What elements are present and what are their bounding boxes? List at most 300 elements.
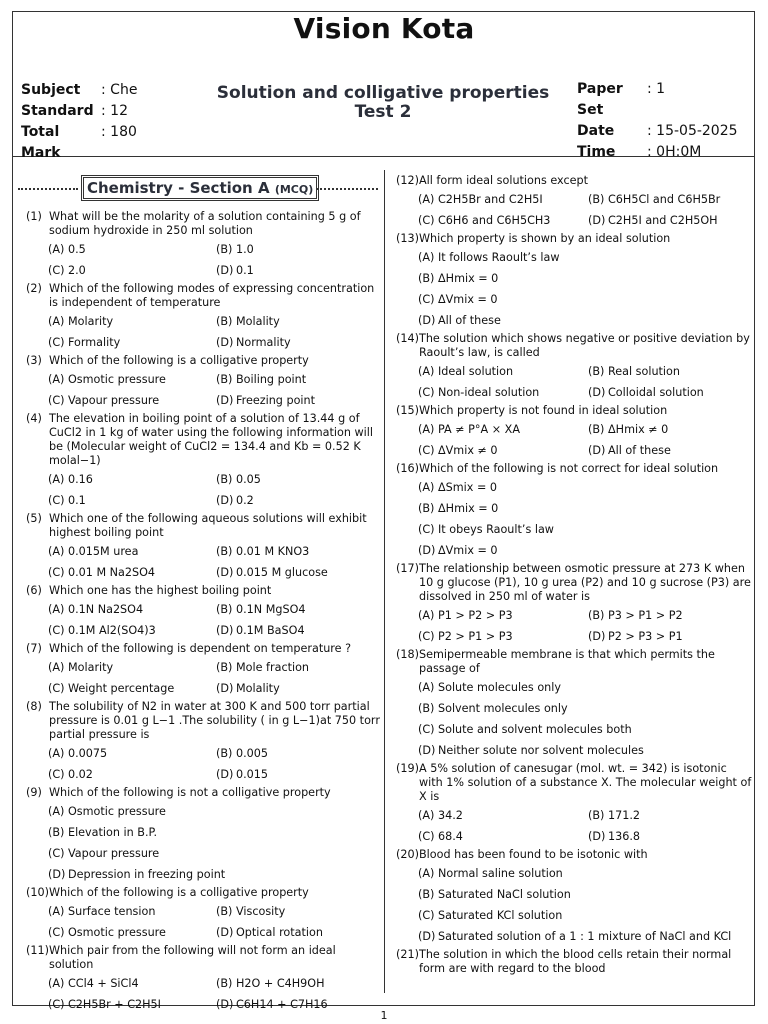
section-dots-left: [18, 188, 78, 190]
option-text: It follows Raoult’s law: [438, 251, 560, 264]
option-text: 171.2: [608, 809, 641, 822]
option-label: (C): [418, 630, 435, 643]
question-row: [26, 354, 380, 368]
question: [26, 700, 380, 786]
option-label: (B): [216, 315, 233, 328]
option-text: Viscosity: [236, 905, 286, 918]
option-text: Mole fraction: [236, 661, 310, 674]
option-label: (A): [48, 545, 65, 558]
option-text: Saturated solution of a 1 : 1 mixture of NaCl and KCl: [438, 930, 732, 943]
standard-label: Standard: [21, 103, 94, 119]
option-label: (D): [216, 336, 234, 349]
question-row: [26, 282, 380, 310]
option: [216, 333, 380, 354]
option-label: (D): [588, 386, 606, 399]
option: [216, 470, 380, 491]
option-label: (D): [418, 744, 436, 757]
option-label: (C): [48, 566, 65, 579]
option: [216, 312, 380, 333]
question-row: [26, 886, 380, 900]
options: [48, 470, 380, 512]
option-text: 0.01 M Na2SO4: [68, 566, 156, 579]
test-title-line1: Solution and colligative properties: [216, 83, 550, 103]
option-label: (A): [418, 423, 435, 436]
option-label: (B): [588, 365, 605, 378]
option-label: (A): [418, 481, 435, 494]
option-text: Boiling point: [236, 373, 307, 386]
option: [48, 261, 212, 282]
section-tag: (MCQ): [274, 183, 314, 196]
option-label: (A): [418, 365, 435, 378]
option-text: H2O + C4H9OH: [236, 977, 325, 990]
option-label: (C): [48, 264, 65, 277]
option-label: (B): [216, 747, 233, 760]
option-text: Depression in freezing point: [68, 868, 226, 881]
option: [418, 311, 754, 332]
question-number: (10): [26, 886, 49, 899]
option-label: (A): [418, 251, 435, 264]
option: [588, 211, 754, 232]
option: [418, 678, 754, 699]
option-text: 0.1M BaSO4: [236, 624, 305, 637]
option: [216, 765, 380, 786]
option-text: P1 > P2 > P3: [438, 609, 513, 622]
time-value: : 0H:0M: [647, 144, 702, 160]
option-text: 0.1N Na2SO4: [68, 603, 144, 616]
option: [216, 391, 380, 412]
question-text: The solubility of N2 in water at 300 K and 500 torr partial pressure is 0.01 g L−1 .The solubility ( in g L−1)at 750 torr partial pressure is: [49, 700, 380, 741]
option-label: (A): [48, 473, 65, 486]
option-text: Solvent molecules only: [438, 702, 568, 715]
question-number: (11): [26, 944, 49, 957]
option-text: Elevation in B.P.: [68, 826, 158, 839]
questions-right-column: [396, 174, 754, 978]
question: [396, 762, 754, 848]
option-text: ΔVmix = 0: [438, 544, 498, 557]
question: [26, 412, 380, 512]
option: [418, 441, 584, 462]
option-text: Normal saline solution: [438, 867, 563, 880]
option-text: 136.8: [608, 830, 641, 843]
question-row: [396, 404, 754, 418]
question-number: (15): [396, 404, 419, 417]
option-label: (A): [418, 609, 435, 622]
question: [396, 462, 754, 562]
question: [396, 562, 754, 648]
option: [48, 470, 212, 491]
test-title-line2: Test 2: [354, 102, 412, 122]
option-text: ΔVmix ≠ 0: [438, 444, 498, 457]
option-label: (B): [216, 473, 233, 486]
option-text: Molality: [236, 682, 280, 695]
option-text: Weight percentage: [68, 682, 175, 695]
subject-label: Subject: [21, 82, 81, 98]
question: [26, 584, 380, 642]
question-text: The relationship between osmotic pressure at 273 K when 10 g glucose (P1), 10 g urea (P2) and 10 g sucrose (P3) are dissolved in 250 ml of water is: [419, 562, 751, 603]
option-label: (A): [48, 243, 65, 256]
question: [396, 232, 754, 332]
option: [48, 391, 212, 412]
option-text: 0.005: [236, 747, 269, 760]
total-mark-label: Total Mark: [21, 124, 61, 161]
options: [48, 600, 380, 642]
question-text: The elevation in boiling point of a solution of 13.44 g of CuCl2 in 1 kg of water using the following information will be (Molecular weight of CuCl2 = 134.4 and Kb = 0.52 K molal−1): [49, 412, 373, 467]
option: [48, 600, 212, 621]
option-label: (C): [418, 523, 435, 536]
option-label: (A): [48, 905, 65, 918]
options: [48, 902, 380, 944]
option: [216, 563, 380, 584]
brand-title: Vision Kota: [293, 12, 475, 45]
option-text: Non-ideal solution: [438, 386, 540, 399]
option: [48, 902, 212, 923]
option: [216, 658, 380, 679]
question: [26, 786, 380, 886]
option: [418, 520, 754, 541]
option-label: (C): [418, 386, 435, 399]
option-label: (A): [418, 681, 435, 694]
options: [418, 362, 754, 404]
option: [418, 606, 584, 627]
option-text: 0.05: [236, 473, 261, 486]
option: [216, 974, 380, 995]
question: [396, 404, 754, 462]
option-label: (D): [588, 830, 606, 843]
option: [418, 269, 754, 290]
option-text: CCl4 + SiCl4: [68, 977, 139, 990]
question-number: (18): [396, 648, 419, 661]
options: [48, 542, 380, 584]
options: [48, 658, 380, 700]
option-label: (B): [588, 609, 605, 622]
question-row: [26, 700, 380, 742]
option-label: (C): [48, 847, 65, 860]
option: [216, 240, 380, 261]
question: [26, 354, 380, 412]
option-text: P2 > P3 > P1: [608, 630, 683, 643]
question: [396, 332, 754, 404]
option: [418, 864, 754, 885]
option: [418, 211, 584, 232]
option-label: (D): [588, 630, 606, 643]
question-number: (7): [26, 642, 42, 655]
option-text: Solute molecules only: [438, 681, 561, 694]
question-row: [396, 232, 754, 246]
option-text: ΔSmix = 0: [438, 481, 497, 494]
paper-set-label: Paper Set: [577, 81, 623, 118]
option: [418, 478, 754, 499]
option-text: ΔHmix ≠ 0: [608, 423, 669, 436]
option-text: C6H14 + C7H16: [236, 998, 328, 1011]
option-text: Osmotic pressure: [68, 373, 166, 386]
option: [48, 865, 380, 886]
option: [216, 261, 380, 282]
option-label: (D): [588, 214, 606, 227]
option-label: (B): [216, 977, 233, 990]
option-text: C2H5Br and C2H5I: [438, 193, 543, 206]
question-number: (2): [26, 282, 42, 295]
options: [48, 240, 380, 282]
question-text: What will be the molarity of a solution containing 5 g of sodium hydroxide in 250 ml solution: [49, 210, 361, 237]
question: [396, 648, 754, 762]
option: [588, 420, 754, 441]
option-label: (C): [48, 682, 65, 695]
question-row: [396, 848, 754, 862]
option-label: (C): [48, 394, 65, 407]
option-text: PA ≠ P°A × XA: [438, 423, 520, 436]
option: [588, 362, 754, 383]
options: [48, 370, 380, 412]
section-dots-right: [316, 188, 378, 190]
option-label: (D): [418, 930, 436, 943]
option-text: ΔHmix = 0: [438, 272, 499, 285]
options: [418, 420, 754, 462]
option: [48, 370, 212, 391]
question-number: (1): [26, 210, 42, 223]
option-label: (A): [48, 661, 65, 674]
option-label: (D): [216, 566, 234, 579]
option-label: (C): [48, 494, 65, 507]
option: [418, 420, 584, 441]
option: [588, 441, 754, 462]
option-text: Vapour pressure: [68, 847, 160, 860]
option-text: Surface tension: [68, 905, 156, 918]
meta-left: [21, 80, 137, 164]
option: [588, 606, 754, 627]
option: [588, 190, 754, 211]
option-label: (D): [216, 494, 234, 507]
option-label: (C): [418, 214, 435, 227]
option-label: (A): [48, 977, 65, 990]
question-row: [396, 762, 754, 804]
question-number: (5): [26, 512, 42, 525]
option-label: (A): [418, 867, 435, 880]
option-label: (C): [418, 723, 435, 736]
option: [418, 190, 584, 211]
options: [418, 806, 754, 848]
question-text: Which of the following is not correct for ideal solution: [419, 462, 719, 475]
option-label: (D): [48, 868, 66, 881]
option-label: (A): [418, 193, 435, 206]
option-label: (D): [216, 926, 234, 939]
question-text: Which pair from the following will not form an ideal solution: [49, 944, 336, 971]
test-title: [205, 84, 561, 122]
question-row: [396, 948, 754, 976]
option-text: Molarity: [68, 661, 114, 674]
option-label: (C): [418, 444, 435, 457]
option-text: Molarity: [68, 315, 114, 328]
question-number: (8): [26, 700, 42, 713]
option: [216, 600, 380, 621]
option: [418, 499, 754, 520]
option: [48, 491, 212, 512]
question-text: A 5% solution of canesugar (mol. wt. = 342) is isotonic with 1% solution of a substance X. The molecular weight of X is: [419, 762, 752, 803]
option-label: (B): [588, 423, 605, 436]
option: [48, 240, 212, 261]
option: [418, 541, 754, 562]
option: [216, 679, 380, 700]
time-label: Time: [577, 144, 616, 160]
question-row: [26, 944, 380, 972]
option-text: 0.2: [236, 494, 254, 507]
option-label: (B): [216, 373, 233, 386]
option: [418, 290, 754, 311]
option: [48, 765, 212, 786]
option-text: Saturated NaCl solution: [438, 888, 571, 901]
option-text: 0.5: [68, 243, 86, 256]
question-text: Which property is not found in ideal solution: [419, 404, 668, 417]
option: [48, 333, 212, 354]
question-number: (21): [396, 948, 419, 961]
option-label: (C): [418, 830, 435, 843]
option-label: (C): [48, 926, 65, 939]
option: [216, 370, 380, 391]
option-text: Freezing point: [236, 394, 315, 407]
option-text: Normality: [236, 336, 291, 349]
option-text: Osmotic pressure: [68, 926, 166, 939]
subject-value: : Che: [101, 82, 138, 98]
question-text: Which one has the highest boiling point: [49, 584, 272, 597]
option-text: 0.015M urea: [68, 545, 139, 558]
question: [26, 210, 380, 282]
options: [48, 802, 380, 886]
option: [588, 383, 754, 404]
options: [418, 606, 754, 648]
option-label: (D): [418, 314, 436, 327]
option-text: Solute and solvent molecules both: [438, 723, 632, 736]
option-label: (B): [216, 243, 233, 256]
option: [418, 741, 754, 762]
question-row: [396, 174, 754, 188]
question-row: [396, 648, 754, 676]
option: [48, 923, 212, 944]
option: [418, 248, 754, 269]
option-text: 0.015 M glucose: [236, 566, 328, 579]
question: [396, 174, 754, 232]
option-text: 34.2: [438, 809, 463, 822]
question-text: Which of the following is not a colligative property: [49, 786, 331, 799]
option-label: (A): [48, 603, 65, 616]
option-label: (B): [216, 603, 233, 616]
question-number: (17): [396, 562, 419, 575]
question-row: [26, 786, 380, 800]
option: [48, 542, 212, 563]
question-row: [396, 332, 754, 360]
option: [216, 902, 380, 923]
options: [418, 190, 754, 232]
option-text: Real solution: [608, 365, 680, 378]
option-text: Molality: [236, 315, 280, 328]
question-number: (16): [396, 462, 419, 475]
option: [48, 744, 212, 765]
options: [418, 248, 754, 332]
total-mark-value: : 180: [101, 124, 137, 140]
option-label: (B): [418, 502, 435, 515]
option: [418, 627, 584, 648]
date-label: Date: [577, 123, 615, 139]
option: [418, 906, 754, 927]
option-label: (D): [216, 682, 234, 695]
options: [48, 744, 380, 786]
question-number: (4): [26, 412, 42, 425]
option: [418, 827, 584, 848]
option-label: (A): [48, 373, 65, 386]
option: [588, 627, 754, 648]
option-label: (D): [216, 624, 234, 637]
option-text: Optical rotation: [236, 926, 323, 939]
section-title-box: [81, 175, 319, 201]
option-text: P3 > P1 > P2: [608, 609, 683, 622]
option: [418, 362, 584, 383]
option: [216, 744, 380, 765]
option-text: Colloidal solution: [608, 386, 704, 399]
option-label: (D): [588, 444, 606, 457]
option: [418, 720, 754, 741]
option-text: C2H5I and C2H5OH: [608, 214, 718, 227]
question-number: (19): [396, 762, 419, 775]
question-number: (6): [26, 584, 42, 597]
option: [48, 844, 380, 865]
option-label: (B): [216, 661, 233, 674]
option: [48, 658, 212, 679]
option-text: All of these: [608, 444, 671, 457]
option: [48, 802, 380, 823]
section-title: Chemistry - Section A: [87, 179, 270, 197]
option-label: (D): [216, 768, 234, 781]
option-label: (C): [418, 909, 435, 922]
option: [418, 885, 754, 906]
option: [216, 621, 380, 642]
options: [418, 864, 754, 948]
standard-value: : 12: [101, 103, 128, 119]
option: [418, 383, 584, 404]
option-text: 0.02: [68, 768, 93, 781]
question-text: Which of the following is dependent on temperature ?: [49, 642, 352, 655]
option-text: 1.0: [236, 243, 254, 256]
option-text: 0.1: [236, 264, 254, 277]
question-text: Which of the following is a colligative property: [49, 354, 309, 367]
option-text: P2 > P1 > P3: [438, 630, 513, 643]
options: [48, 312, 380, 354]
option-text: 0.1: [68, 494, 86, 507]
option: [418, 699, 754, 720]
option-text: 0.0075: [68, 747, 108, 760]
option-text: 0.1N MgSO4: [236, 603, 306, 616]
option-label: (A): [418, 809, 435, 822]
option-label: (D): [418, 544, 436, 557]
question: [26, 944, 380, 1016]
option-text: All of these: [438, 314, 501, 327]
column-divider: [384, 170, 385, 993]
option-label: (B): [418, 702, 435, 715]
option: [216, 491, 380, 512]
option-label: (C): [48, 998, 65, 1011]
question: [396, 848, 754, 948]
option-text: 0.1M Al2(SO4)3: [68, 624, 156, 637]
option-text: C6H5Cl and C6H5Br: [608, 193, 721, 206]
option: [588, 827, 754, 848]
question-row: [26, 642, 380, 656]
question-number: (9): [26, 786, 42, 799]
option: [48, 974, 212, 995]
option: [48, 563, 212, 584]
option-text: Saturated KCl solution: [438, 909, 563, 922]
question-text: All form ideal solutions except: [419, 174, 588, 187]
option-label: (A): [48, 747, 65, 760]
option-text: 2.0: [68, 264, 86, 277]
question-number: (3): [26, 354, 42, 367]
option-label: (A): [48, 805, 65, 818]
